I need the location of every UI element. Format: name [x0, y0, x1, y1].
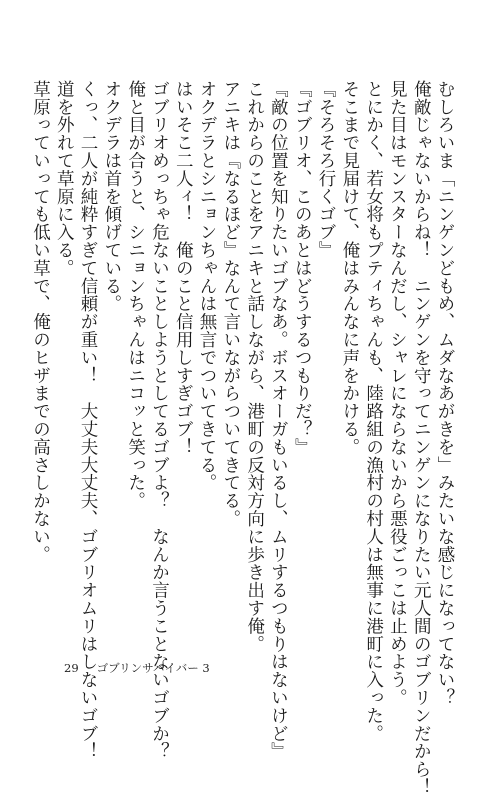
book-title: ゴブリンサバイバー 3 — [96, 661, 210, 675]
text-line: オクデラとシニョンちゃんは無言でついてきてる。 — [197, 80, 218, 492]
text-line: そこまで見届けて、俺はみんなに声をかける。 — [339, 80, 360, 456]
text-line: とにかく、若女将もプティちゃんも、陸路組の漁村の村人は無事に港町に入った。 — [363, 80, 384, 743]
text-line: 草原っていっても低い草で、俺のヒザまでの高さしかない。 — [30, 80, 51, 564]
text-line: 俺敵じゃないからね！ ニンゲンを守ってニンゲンになりたい元人間のゴブリンだから！ — [411, 80, 432, 796]
text-line: 『そろそろ行くゴブ』 — [316, 80, 337, 259]
text-line: むしろいま「ニンゲンどもめ、ムダなあがきを」みたいな感じになってない？ — [435, 80, 455, 707]
page-footer — [64, 660, 210, 676]
text-line: 俺と目が合うと、シニョンちゃんはニコッと笑った。 — [125, 80, 146, 510]
text-line: はいそこ二人ィ！ 俺のこと信用しすぎゴブ！ — [173, 80, 194, 456]
text-line: アニキは『なるほど』なんて言いながらついてきてる。 — [220, 80, 241, 528]
page-number: 29 — [64, 661, 79, 675]
text-line: くっ、二人が純粋すぎて信頼が重い！ 大丈夫大丈夫、ゴブリオムリはしないゴブ！ — [78, 80, 99, 761]
text-line: ゴブリオめっちゃ危ないことしようとしてるゴブよ？ なんか言うことないゴブか？ — [149, 80, 170, 761]
text-line: これからのことをアニキと話しながら、港町の反対方向に歩き出す俺。 — [244, 80, 265, 653]
text-line: 『敵の位置を知りたいゴブなあ。ボスオーガもいるし、ムリするつもりはないけど』 — [268, 80, 289, 761]
text-line: 道を外れて草原に入る。 — [54, 80, 75, 277]
text-line: 見た目はモンスターなんだし、シャレにならないから悪役ごっこは止めよう。 — [387, 80, 408, 707]
text-line: 『ゴブリオ、このあとはどうするつもりだ？』 — [292, 80, 313, 456]
text-line: オクデラは首を傾げている。 — [101, 80, 122, 313]
